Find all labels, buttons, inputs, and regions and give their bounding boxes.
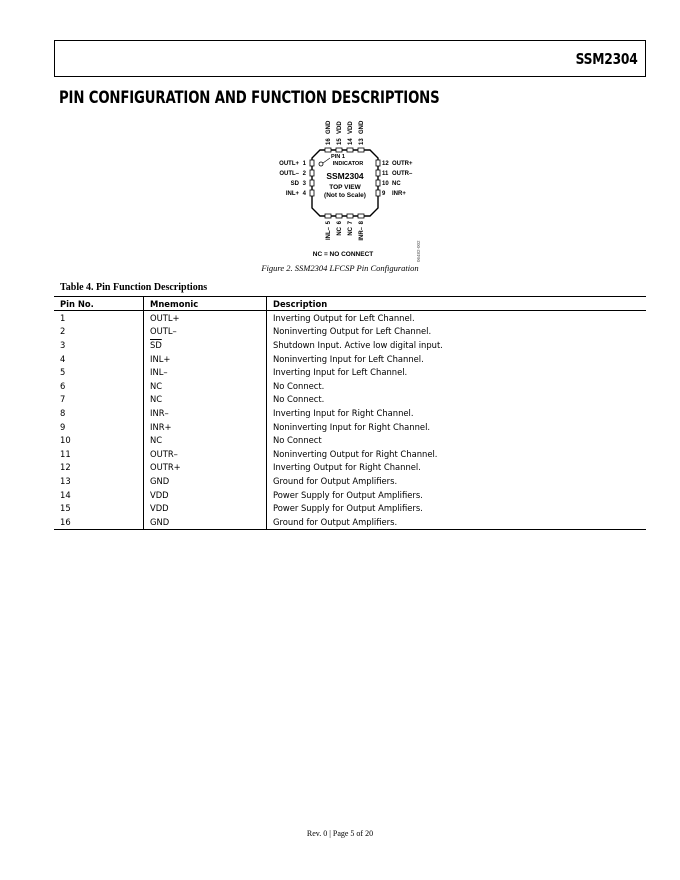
mnemonic-cell: GND xyxy=(144,515,267,529)
pin-number: 2 xyxy=(302,171,306,177)
mnemonic-cell: OUTL– xyxy=(144,325,267,339)
pin-number: 1 xyxy=(302,161,306,167)
pin-pad xyxy=(310,160,314,166)
pin-number: 12 xyxy=(382,161,389,167)
pin-pad xyxy=(376,180,380,186)
pin-number: 5 xyxy=(326,221,332,225)
pin-number: 13 xyxy=(359,138,365,145)
pin-number-cell: 16 xyxy=(54,515,144,529)
table-row xyxy=(54,311,646,325)
pin-number-cell: 15 xyxy=(60,503,71,514)
pin-number-cell: 10 xyxy=(60,435,71,446)
pin-name: OUTR+ xyxy=(392,161,413,167)
pin-number-cell: 8 xyxy=(60,407,66,418)
table-body xyxy=(54,311,646,530)
mnemonic-cell: NC xyxy=(144,393,267,407)
pin-number-cell: 1 xyxy=(60,312,66,323)
pin-pad xyxy=(310,180,314,186)
pin-number: 8 xyxy=(359,221,365,225)
mnemonic-cell: INL+ xyxy=(144,352,267,366)
header-mnemonic: Mnemonic xyxy=(144,297,267,311)
page-header xyxy=(54,40,646,77)
description-cell: Inverting Output for Right Channel. xyxy=(267,461,647,475)
description-cell: Power Supply for Output Amplifiers. xyxy=(267,488,647,502)
table-row xyxy=(54,420,646,434)
mnemonic-cell: INR– xyxy=(144,406,267,420)
figure-caption: Figure 2. SSM2304 LFCSP Pin Configuration xyxy=(261,263,419,273)
figure-ref-code: 06482-002 xyxy=(416,240,421,262)
description-cell: Inverting Output for Left Channel. xyxy=(267,311,647,325)
pin1-indicator-label2: INDICATOR xyxy=(332,161,364,167)
pin-configuration-figure xyxy=(270,112,420,262)
pin-name: GND xyxy=(359,120,365,134)
chip-body xyxy=(312,150,378,216)
mnemonic-cell: $\overline{SD}$ xyxy=(144,338,267,352)
pin-name: INL+ xyxy=(285,191,299,197)
page-footer: Rev. 0 | Page 5 of 20 xyxy=(306,829,374,838)
description-cell: Power Supply for Output Amplifiers. xyxy=(267,501,647,515)
pin-name: NC xyxy=(337,227,343,236)
table-row xyxy=(54,474,646,488)
pin-pad xyxy=(358,148,364,152)
pin-number-cell: 6 xyxy=(60,380,66,391)
pin-name: OUTL– xyxy=(279,171,299,177)
pin-number-cell: 12 xyxy=(60,462,71,473)
pin-number: 15 xyxy=(337,138,343,145)
pin-pad xyxy=(310,170,314,176)
description-cell: Inverting Input for Right Channel. xyxy=(267,406,647,420)
pin-pad xyxy=(336,214,342,218)
pin-name: NC xyxy=(348,227,354,236)
pin-pad xyxy=(347,214,353,218)
pin-number-cell: 2 xyxy=(60,326,66,337)
mnemonic-cell: VDD xyxy=(144,501,267,515)
pin-number: 6 xyxy=(337,221,343,225)
pin-name: INR+ xyxy=(392,191,406,197)
pin-number: 3 xyxy=(302,181,306,187)
pin-number-cell: 7 xyxy=(60,394,66,405)
pin-name: OUTL+ xyxy=(279,161,299,167)
table-row xyxy=(54,393,646,407)
header-pin-no: Pin No. xyxy=(54,297,144,311)
part-number: SSM2304 xyxy=(576,50,638,68)
table-header-row xyxy=(54,297,646,311)
table-row xyxy=(54,461,646,475)
pin-name: OUTR– xyxy=(392,171,413,177)
pin-pad xyxy=(325,148,331,152)
description-cell: Noninverting Output for Left Channel. xyxy=(267,325,647,339)
description-cell: Noninverting Input for Right Channel. xyxy=(267,420,647,434)
pin-name: VDD xyxy=(337,121,343,134)
pin-number-cell: 14 xyxy=(60,489,71,500)
table-row xyxy=(54,352,646,366)
table-row xyxy=(54,379,646,393)
section-title: PIN CONFIGURATION AND FUNCTION DESCRIPTIONS xyxy=(59,88,440,108)
mnemonic-cell: VDD xyxy=(144,488,267,502)
nc-note: NC = NO CONNECT xyxy=(312,251,374,258)
scale-label: (Not to Scale) xyxy=(324,192,366,199)
mnemonic-cell: OUTR– xyxy=(144,447,267,461)
pin-name: VDD xyxy=(348,121,354,134)
pin-pad xyxy=(325,214,331,218)
pin-number: 16 xyxy=(326,138,332,145)
pin-pad xyxy=(347,148,353,152)
pin-number: 4 xyxy=(302,191,306,197)
table-row xyxy=(54,515,646,529)
pin-number-cell: 4 xyxy=(60,353,66,364)
pin-name: INL– xyxy=(326,227,332,241)
pin-number: 7 xyxy=(348,221,354,225)
pin-number: 14 xyxy=(348,138,354,145)
pin-number: 11 xyxy=(382,171,389,177)
mnemonic-cell: GND xyxy=(144,474,267,488)
mnemonic-cell: NC xyxy=(144,379,267,393)
description-cell: Noninverting Input for Left Channel. xyxy=(267,352,647,366)
description-cell: Shutdown Input. Active low digital input. xyxy=(267,338,647,352)
pin-pad xyxy=(336,148,342,152)
table-row xyxy=(54,325,646,339)
pin-function-table xyxy=(54,296,646,530)
pin-pad xyxy=(376,170,380,176)
pin-name: SD xyxy=(290,181,299,187)
mnemonic-cell: INR+ xyxy=(144,420,267,434)
pin-name: INR– xyxy=(359,227,365,241)
mnemonic-cell: INL– xyxy=(144,365,267,379)
table-row xyxy=(54,365,646,379)
view-label: TOP VIEW xyxy=(329,184,361,191)
pin-number: 10 xyxy=(382,181,389,187)
pin-pad xyxy=(376,160,380,166)
pin-pad xyxy=(376,190,380,196)
description-cell: No Connect xyxy=(267,433,647,447)
table-title: Table 4. Pin Function Descriptions xyxy=(60,282,208,293)
description-cell: Ground for Output Amplifiers. xyxy=(267,515,647,529)
pin-number-cell: 11 xyxy=(60,448,71,459)
description-cell: No Connect. xyxy=(267,393,647,407)
table-row xyxy=(54,433,646,447)
table-row xyxy=(54,501,646,515)
description-cell: Inverting Input for Left Channel. xyxy=(267,365,647,379)
pin-name: NC xyxy=(392,181,401,187)
pin-name: GND xyxy=(326,120,332,134)
pin-diagram xyxy=(270,112,420,262)
pin-number: 9 xyxy=(382,191,386,197)
mnemonic-cell: OUTR+ xyxy=(144,461,267,475)
table-row xyxy=(54,406,646,420)
pin-pad xyxy=(310,190,314,196)
pin-number-cell: 9 xyxy=(60,421,66,432)
table-row xyxy=(54,447,646,461)
table-row xyxy=(54,338,646,352)
mnemonic-cell: OUTL+ xyxy=(144,311,267,325)
description-cell: Ground for Output Amplifiers. xyxy=(267,474,647,488)
pin1-indicator-label: PIN 1 xyxy=(331,154,345,160)
table-row xyxy=(54,488,646,502)
pin-number-cell: 13 xyxy=(60,475,71,486)
header-description: Description xyxy=(267,297,647,311)
mnemonic-cell: NC xyxy=(144,433,267,447)
pin-pad xyxy=(358,214,364,218)
description-cell: Noninverting Output for Right Channel. xyxy=(267,447,647,461)
pin-number-cell: 5 xyxy=(60,367,66,378)
chip-name: SSM2304 xyxy=(326,171,364,181)
pin-number-cell: 3 xyxy=(60,339,66,350)
description-cell: No Connect. xyxy=(267,379,647,393)
